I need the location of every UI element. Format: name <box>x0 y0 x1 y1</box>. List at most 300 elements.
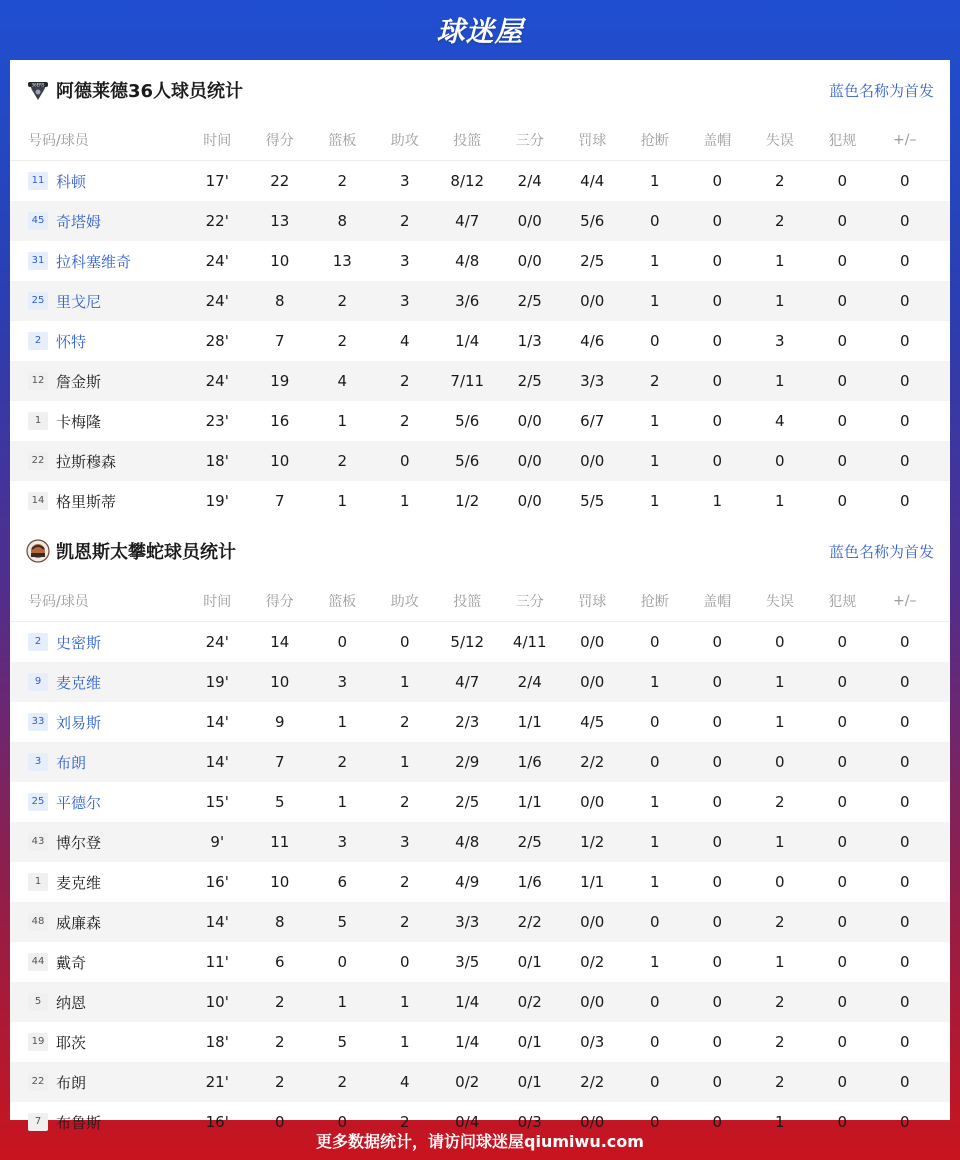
stat-cell: 2 <box>399 372 410 390</box>
stat-cell: 6/7 <box>580 412 605 430</box>
jersey-number-badge: 12 <box>28 372 48 390</box>
column-header: 罚球 <box>578 133 607 149</box>
stats-panel <box>10 60 950 1132</box>
stat-cell: 0 <box>774 753 785 771</box>
stat-cell: 1 <box>399 753 410 771</box>
stat-cell: 0 <box>899 913 910 931</box>
stat-cell: 5/6 <box>455 412 480 430</box>
stat-cell: 0 <box>649 913 660 931</box>
stat-cell: 5/6 <box>455 452 480 470</box>
stat-cell: 1 <box>774 953 785 971</box>
column-header: 时间 <box>203 594 232 610</box>
stat-cell: 4 <box>337 372 348 390</box>
player-cell[interactable] <box>10 371 186 392</box>
column-header: 号码/球员 <box>28 594 89 610</box>
player-name[interactable]: 科顿 <box>56 172 87 191</box>
jersey-number-badge: 25 <box>28 292 48 310</box>
stat-cell: 4 <box>399 1073 410 1091</box>
stat-cell: 1 <box>649 292 660 310</box>
player-name[interactable]: 詹金斯 <box>56 372 102 391</box>
jersey-number-badge: 19 <box>28 1033 48 1051</box>
stat-cell: 0 <box>649 1113 660 1131</box>
stat-cell: 11 <box>270 833 290 851</box>
player-row <box>10 201 950 241</box>
stat-cell: 2/9 <box>455 753 480 771</box>
stat-cell: 19 <box>270 372 290 390</box>
column-header: 三分 <box>515 594 544 610</box>
stat-cell: 0 <box>649 1033 660 1051</box>
player-cell[interactable] <box>10 992 186 1013</box>
jersey-number-badge: 45 <box>28 212 48 230</box>
team-title-group <box>26 77 243 103</box>
stat-cell: 1 <box>337 492 348 510</box>
stat-cell: 2 <box>337 452 348 470</box>
player-cell[interactable] <box>10 632 186 653</box>
column-header: 盖帽 <box>703 133 732 149</box>
stat-cell: 2/5 <box>517 833 542 851</box>
stat-cell: 0 <box>899 1033 910 1051</box>
stat-cell: 1 <box>649 452 660 470</box>
stat-cell: 13 <box>332 252 352 270</box>
stat-cell: 0 <box>837 372 848 390</box>
player-cell[interactable] <box>10 331 186 352</box>
stat-cell: 3 <box>337 833 348 851</box>
stat-cell: 1 <box>774 292 785 310</box>
stat-cell: 2 <box>399 913 410 931</box>
stat-cell: 2/2 <box>580 1073 605 1091</box>
player-name[interactable]: 卡梅隆 <box>56 412 102 431</box>
stat-cell: 2 <box>774 212 785 230</box>
player-cell[interactable] <box>10 411 186 432</box>
stat-cell: 0 <box>712 913 723 931</box>
stat-cell: 0 <box>837 292 848 310</box>
stat-cell: 1/2 <box>580 833 605 851</box>
stat-cell: 0 <box>337 953 348 971</box>
stat-cell: 0 <box>899 953 910 971</box>
player-cell[interactable] <box>10 251 186 272</box>
jersey-number-badge: 14 <box>28 492 48 510</box>
stat-cell: 0/0 <box>580 673 605 691</box>
column-header: 三分 <box>515 133 544 149</box>
stat-cell: 0 <box>837 713 848 731</box>
stat-cell: 0 <box>837 412 848 430</box>
column-header: 犯规 <box>828 594 857 610</box>
stat-cell: 24' <box>205 252 229 270</box>
stat-cell: 14' <box>205 753 229 771</box>
stat-cell: 1/6 <box>517 873 542 891</box>
stat-cell: 2 <box>774 993 785 1011</box>
stat-cell: 7 <box>274 492 285 510</box>
player-cell[interactable] <box>10 1072 186 1093</box>
stat-cell: 2 <box>274 993 285 1011</box>
stat-cell: 1/1 <box>580 873 605 891</box>
stat-cell: 2 <box>337 332 348 350</box>
stat-cell: 10 <box>270 873 290 891</box>
player-cell[interactable] <box>10 832 186 853</box>
player-row <box>10 662 950 702</box>
player-name[interactable]: 刘易斯 <box>56 713 102 732</box>
stat-cell: 0/2 <box>580 953 605 971</box>
stat-cell: 2 <box>774 172 785 190</box>
stat-cell: 0 <box>899 212 910 230</box>
stat-cell: 9' <box>210 833 225 851</box>
team-section <box>10 521 950 1142</box>
stat-cell: 3 <box>399 172 410 190</box>
stat-cell: 11' <box>205 953 229 971</box>
stat-cell: 2 <box>649 372 660 390</box>
stat-cell: 2 <box>337 292 348 310</box>
stat-cell: 4/6 <box>580 332 605 350</box>
player-row <box>10 982 950 1022</box>
player-name[interactable]: 威廉森 <box>56 913 102 932</box>
stat-cell: 4/7 <box>455 212 480 230</box>
stat-cell: 2 <box>399 412 410 430</box>
stat-cell: 1 <box>774 372 785 390</box>
stat-cell: 0 <box>899 492 910 510</box>
jersey-number-badge: 33 <box>28 713 48 731</box>
stat-cell: 2 <box>774 1033 785 1051</box>
stat-cell: 1 <box>337 713 348 731</box>
stat-cell: 16' <box>205 873 229 891</box>
column-header: 抢断 <box>640 594 669 610</box>
stat-cell: 0/1 <box>517 1073 542 1091</box>
stat-cell: 2 <box>399 713 410 731</box>
stat-cell: 0 <box>899 753 910 771</box>
player-name[interactable]: 麦克维 <box>56 873 102 892</box>
player-row <box>10 822 950 862</box>
stat-cell: 7 <box>274 753 285 771</box>
stat-cell: 1 <box>712 492 723 510</box>
adelaide-36ers-logo-icon <box>26 78 50 102</box>
stat-cell: 14' <box>205 913 229 931</box>
stat-cell: 0 <box>649 1073 660 1091</box>
stat-cell: 4/8 <box>455 252 480 270</box>
stat-cell: 2 <box>774 1073 785 1091</box>
column-header: 篮板 <box>328 594 357 610</box>
stat-cell: 0 <box>712 1033 723 1051</box>
stat-cell: 0/0 <box>580 993 605 1011</box>
stat-cell: 5/12 <box>450 633 485 651</box>
stat-cell: 3/5 <box>455 953 480 971</box>
stat-cell: 0 <box>899 332 910 350</box>
stat-cell: 16' <box>205 1113 229 1131</box>
stat-cell: 5 <box>337 913 348 931</box>
stat-cell: 0 <box>899 713 910 731</box>
jersey-number-badge: 2 <box>28 633 48 651</box>
stat-cell: 3/3 <box>580 372 605 390</box>
player-name[interactable]: 布鲁斯 <box>56 1113 102 1132</box>
player-cell[interactable] <box>10 872 186 893</box>
jersey-number-badge: 9 <box>28 673 48 691</box>
stat-cell: 2 <box>337 172 348 190</box>
stat-cell: 1 <box>649 833 660 851</box>
stat-cell: 0 <box>712 993 723 1011</box>
stat-cell: 0 <box>649 332 660 350</box>
stat-cell: 0 <box>899 873 910 891</box>
stat-cell: 0 <box>274 1113 285 1131</box>
stat-cell: 0 <box>774 873 785 891</box>
stat-cell: 16 <box>270 412 290 430</box>
jersey-number-badge: 25 <box>28 793 48 811</box>
stat-cell: 0 <box>899 372 910 390</box>
stat-cell: 10 <box>270 252 290 270</box>
jersey-number-badge: 48 <box>28 913 48 931</box>
stat-cell: 0 <box>837 913 848 931</box>
player-name[interactable]: 怀特 <box>56 332 87 351</box>
column-header: 犯规 <box>828 133 857 149</box>
jersey-number-badge: 2 <box>28 332 48 350</box>
player-cell[interactable] <box>10 491 186 512</box>
stat-cell: 0 <box>837 753 848 771</box>
player-row <box>10 742 950 782</box>
player-row <box>10 782 950 822</box>
team-title-group <box>26 538 236 564</box>
jersey-number-badge: 5 <box>28 993 48 1011</box>
stat-cell: 0 <box>837 833 848 851</box>
footer-banner[interactable] <box>0 1120 960 1160</box>
player-cell[interactable] <box>10 672 186 693</box>
stat-cell: 0 <box>899 1073 910 1091</box>
stat-cell: 5 <box>274 793 285 811</box>
stat-cell: 1 <box>774 252 785 270</box>
column-header: 失误 <box>765 594 794 610</box>
stat-cell: 1 <box>774 713 785 731</box>
stat-cell: 0 <box>712 332 723 350</box>
column-header-row <box>10 581 950 622</box>
jersey-number-badge: 1 <box>28 873 48 891</box>
player-row <box>10 441 950 481</box>
player-name[interactable]: 拉科塞维奇 <box>56 252 132 271</box>
stat-cell: 0/0 <box>580 633 605 651</box>
player-name[interactable]: 麦克维 <box>56 673 102 692</box>
stat-cell: 0 <box>837 212 848 230</box>
stat-cell: 8 <box>337 212 348 230</box>
stat-cell: 1 <box>649 953 660 971</box>
stat-cell: 0 <box>837 492 848 510</box>
stat-cell: 2/2 <box>580 753 605 771</box>
stat-cell: 0/3 <box>517 1113 542 1131</box>
stat-cell: 1 <box>337 793 348 811</box>
player-name[interactable]: 里戈尼 <box>56 292 102 311</box>
stat-cell: 2 <box>399 212 410 230</box>
stat-cell: 6 <box>274 953 285 971</box>
stat-cell: 24' <box>205 372 229 390</box>
stat-cell: 4/8 <box>455 833 480 851</box>
player-name[interactable]: 平德尔 <box>56 793 102 812</box>
stat-cell: 5 <box>337 1033 348 1051</box>
stat-cell: 0 <box>712 673 723 691</box>
stat-cell: 1 <box>399 993 410 1011</box>
column-header: 罚球 <box>578 594 607 610</box>
stat-cell: 0 <box>712 873 723 891</box>
stat-cell: 2/5 <box>580 252 605 270</box>
stat-cell: 1/4 <box>455 1033 480 1051</box>
stat-cell: 10 <box>270 452 290 470</box>
stat-cell: 4/11 <box>512 633 547 651</box>
stat-cell: 4/9 <box>455 873 480 891</box>
stat-cell: 0/4 <box>455 1113 480 1131</box>
player-name[interactable]: 布朗 <box>56 753 87 772</box>
stat-cell: 1 <box>337 993 348 1011</box>
team-header <box>10 60 950 120</box>
player-name[interactable]: 拉斯穆森 <box>56 452 117 471</box>
stat-cell: 1 <box>649 492 660 510</box>
stat-cell: 7/11 <box>450 372 485 390</box>
player-cell[interactable] <box>10 952 186 973</box>
stat-cell: 1 <box>649 252 660 270</box>
player-row <box>10 361 950 401</box>
stat-cell: 0 <box>837 993 848 1011</box>
column-header: 盖帽 <box>703 594 732 610</box>
footer-link-text[interactable]: 更多数据统计，请访问球迷屋qiumiwu.com <box>316 1131 644 1151</box>
stat-cell: 0/0 <box>580 292 605 310</box>
stat-cell: 1/2 <box>455 492 480 510</box>
player-cell[interactable] <box>10 211 186 232</box>
stat-cell: 0 <box>899 172 910 190</box>
jersey-number-badge: 3 <box>28 753 48 771</box>
player-name[interactable]: 史密斯 <box>56 633 102 652</box>
stat-cell: 0 <box>649 713 660 731</box>
stat-cell: 0 <box>837 873 848 891</box>
stat-cell: 0 <box>899 993 910 1011</box>
stat-cell: 5/6 <box>580 212 605 230</box>
player-row <box>10 622 950 662</box>
player-cell[interactable] <box>10 912 186 933</box>
stat-cell: 19' <box>205 673 229 691</box>
player-row <box>10 281 950 321</box>
stat-cell: 2/5 <box>517 372 542 390</box>
stat-cell: 0/0 <box>517 492 542 510</box>
stat-cell: 3/6 <box>455 292 480 310</box>
player-row <box>10 1062 950 1102</box>
stat-cell: 3/3 <box>455 913 480 931</box>
player-cell[interactable] <box>10 752 186 773</box>
player-row <box>10 942 950 982</box>
stat-cell: 1 <box>649 172 660 190</box>
player-cell[interactable] <box>10 171 186 192</box>
stat-cell: 1 <box>337 412 348 430</box>
stat-cell: 2 <box>774 913 785 931</box>
player-row <box>10 241 950 281</box>
column-header: 助攻 <box>390 133 419 149</box>
stat-cell: 22 <box>270 172 290 190</box>
stat-cell: 0 <box>712 252 723 270</box>
stat-cell: 28' <box>205 332 229 350</box>
stat-cell: 0 <box>712 412 723 430</box>
stat-cell: 0 <box>837 1073 848 1091</box>
stat-cell: 8 <box>274 292 285 310</box>
stat-cell: 0 <box>337 1113 348 1131</box>
player-name[interactable]: 纳恩 <box>56 993 87 1012</box>
stat-cell: 0 <box>837 633 848 651</box>
player-name[interactable]: 布朗 <box>56 1073 87 1092</box>
stat-cell: 8 <box>274 913 285 931</box>
stat-cell: 0 <box>712 793 723 811</box>
stat-cell: 3 <box>399 833 410 851</box>
stat-cell: 0/1 <box>517 1033 542 1051</box>
stat-cell: 3 <box>774 332 785 350</box>
stat-cell: 0 <box>837 172 848 190</box>
stat-cell: 2/4 <box>517 172 542 190</box>
player-name[interactable]: 奇塔姆 <box>56 212 102 231</box>
player-row <box>10 862 950 902</box>
stat-cell: 0/1 <box>517 953 542 971</box>
svg-text:36ERS: 36ERS <box>31 82 45 88</box>
player-name[interactable]: 耶茨 <box>56 1033 87 1052</box>
stat-cell: 1/3 <box>517 332 542 350</box>
stat-cell: 0 <box>712 633 723 651</box>
stat-cell: 2 <box>337 1073 348 1091</box>
stat-cell: 0 <box>712 953 723 971</box>
player-row <box>10 902 950 942</box>
player-cell[interactable] <box>10 291 186 312</box>
stat-cell: 18' <box>205 452 229 470</box>
stat-cell: 4/5 <box>580 713 605 731</box>
stat-cell: 0 <box>837 1033 848 1051</box>
player-cell[interactable] <box>10 712 186 733</box>
stat-cell: 0/2 <box>455 1073 480 1091</box>
jersey-number-badge: 43 <box>28 833 48 851</box>
column-header: 助攻 <box>390 594 419 610</box>
player-cell[interactable] <box>10 451 186 472</box>
stat-cell: 2 <box>399 873 410 891</box>
stat-cell: 9 <box>274 713 285 731</box>
stat-cell: 3 <box>399 252 410 270</box>
stat-cell: 4 <box>774 412 785 430</box>
stat-cell: 0/2 <box>517 993 542 1011</box>
player-name[interactable]: 戴奇 <box>56 953 87 972</box>
player-cell[interactable] <box>10 792 186 813</box>
player-name[interactable]: 格里斯蒂 <box>56 492 117 511</box>
stat-cell: 1 <box>774 673 785 691</box>
column-header: 失误 <box>765 133 794 149</box>
column-header: 得分 <box>265 133 294 149</box>
stat-cell: 13 <box>270 212 290 230</box>
stat-cell: 1/4 <box>455 332 480 350</box>
stat-cell: 0 <box>837 673 848 691</box>
stat-cell: 0 <box>899 252 910 270</box>
stat-cell: 14' <box>205 713 229 731</box>
stat-cell: 0 <box>837 1113 848 1131</box>
jersey-number-badge: 31 <box>28 252 48 270</box>
stat-cell: 19' <box>205 492 229 510</box>
stat-cell: 0 <box>712 292 723 310</box>
player-row <box>10 481 950 521</box>
cairns-taipans-logo-icon <box>26 539 50 563</box>
stat-cell: 0 <box>399 633 410 651</box>
stat-cell: 1 <box>649 793 660 811</box>
stat-cell: 0 <box>837 252 848 270</box>
stat-cell: 0 <box>712 452 723 470</box>
stat-cell: 0 <box>899 633 910 651</box>
stat-cell: 23' <box>205 412 229 430</box>
player-name[interactable]: 博尔登 <box>56 833 102 852</box>
stat-cell: 1/1 <box>517 713 542 731</box>
stat-cell: 0/0 <box>580 793 605 811</box>
stat-cell: 0/0 <box>580 913 605 931</box>
stat-cell: 24' <box>205 292 229 310</box>
stat-cell: 1 <box>399 1033 410 1051</box>
stat-cell: 2/3 <box>455 713 480 731</box>
stat-cell: 10' <box>205 993 229 1011</box>
stat-cell: 1 <box>649 673 660 691</box>
stat-cell: 0/0 <box>580 1113 605 1131</box>
stat-cell: 2/2 <box>517 913 542 931</box>
player-cell[interactable] <box>10 1032 186 1053</box>
stat-cell: 22' <box>205 212 229 230</box>
stat-cell: 2 <box>774 793 785 811</box>
stat-cell: 0 <box>649 633 660 651</box>
